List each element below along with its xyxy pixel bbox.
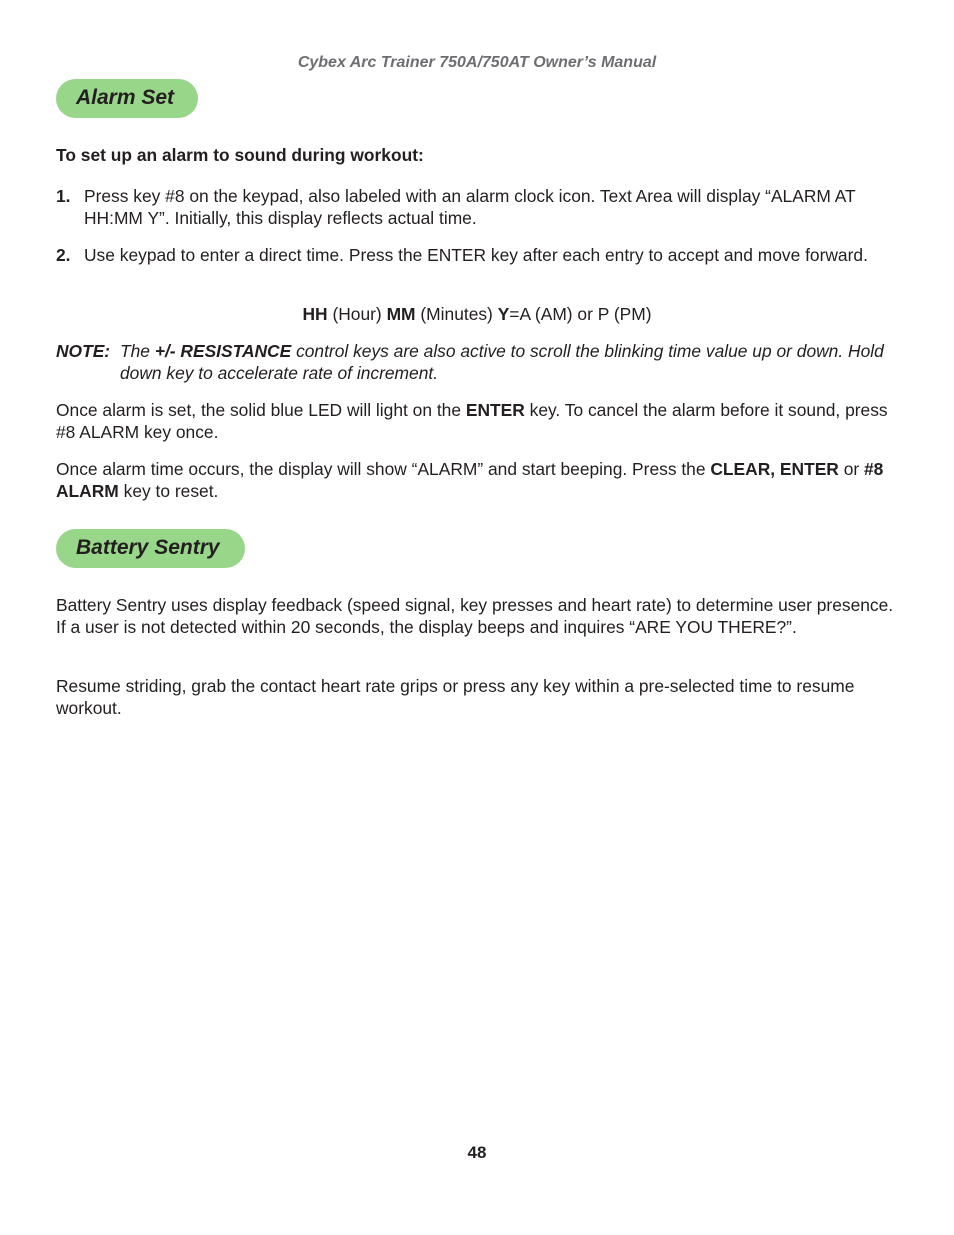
note-post: control keys are also active to scroll the blinking time value up or down. Hold down key to accelerate rate of increment. [120, 341, 884, 383]
note-text [120, 340, 902, 384]
note-bold: +/- RESISTANCE [154, 341, 292, 361]
list-text: Press key #8 on the keypad, also labeled with an alarm clock icon. Text Area will display “ALARM AT HH:MM Y”. Initially, this display reflects actual time. [84, 186, 856, 228]
para-set-post: key. To cancel the alarm before it sound, press #8 ALARM key once. [56, 400, 888, 442]
format-y: Y [497, 304, 510, 324]
battery-paragraph-2: Resume striding, grab the contact heart rate grips or press any key within a pre-selected time to resume workout. [56, 676, 855, 718]
alarm-set-paragraph [56, 399, 902, 443]
alarm-occurs-paragraph [56, 458, 902, 502]
format-mm-desc: (Minutes) [415, 304, 498, 324]
note-block [56, 340, 902, 384]
list-item [56, 185, 902, 229]
alarm-subhead: To set up an alarm to sound during workout: [56, 145, 424, 165]
section-heading-battery-sentry: Battery Sentry [56, 529, 245, 568]
section-heading-alarm-set: Alarm Set [56, 79, 198, 118]
page-number: 48 [467, 1143, 487, 1162]
para-occurs-pre: Once alarm time occurs, the display will show “ALARM” and start beeping. Press the [56, 459, 711, 479]
battery-paragraph-1: Battery Sentry uses display feedback (speed signal, key presses and heart rate) to determine user presence. If a user is not detected within 20 seconds, the display beeps and inquires “ARE YOU THERE?”. [56, 595, 894, 637]
para-occurs-bold2: #8 ALARM [56, 459, 884, 501]
para-occurs-post: key to reset. [118, 481, 219, 501]
format-y-desc: =A (AM) or P (PM) [509, 304, 652, 324]
para-occurs-bold1: CLEAR, ENTER [710, 459, 839, 479]
list-number: 2. [56, 245, 71, 265]
list-item [56, 244, 902, 266]
note-label: NOTE: [56, 341, 111, 361]
list-number: 1. [56, 186, 71, 206]
list-text: Use keypad to enter a direct time. Press the ENTER key after each entry to accept and move forward. [84, 245, 868, 265]
para-set-pre: Once alarm is set, the solid blue LED will light on the [56, 400, 466, 420]
time-format-line [0, 303, 954, 325]
note-pre: The [120, 341, 155, 361]
para-occurs-mid: or [838, 459, 865, 479]
running-header: Cybex Arc Trainer 750A/750AT Owner’s Manual [297, 54, 657, 71]
format-hh-desc: (Hour) [327, 304, 387, 324]
para-set-bold: ENTER [465, 400, 525, 420]
format-mm: MM [386, 304, 416, 324]
format-hh: HH [302, 304, 328, 324]
